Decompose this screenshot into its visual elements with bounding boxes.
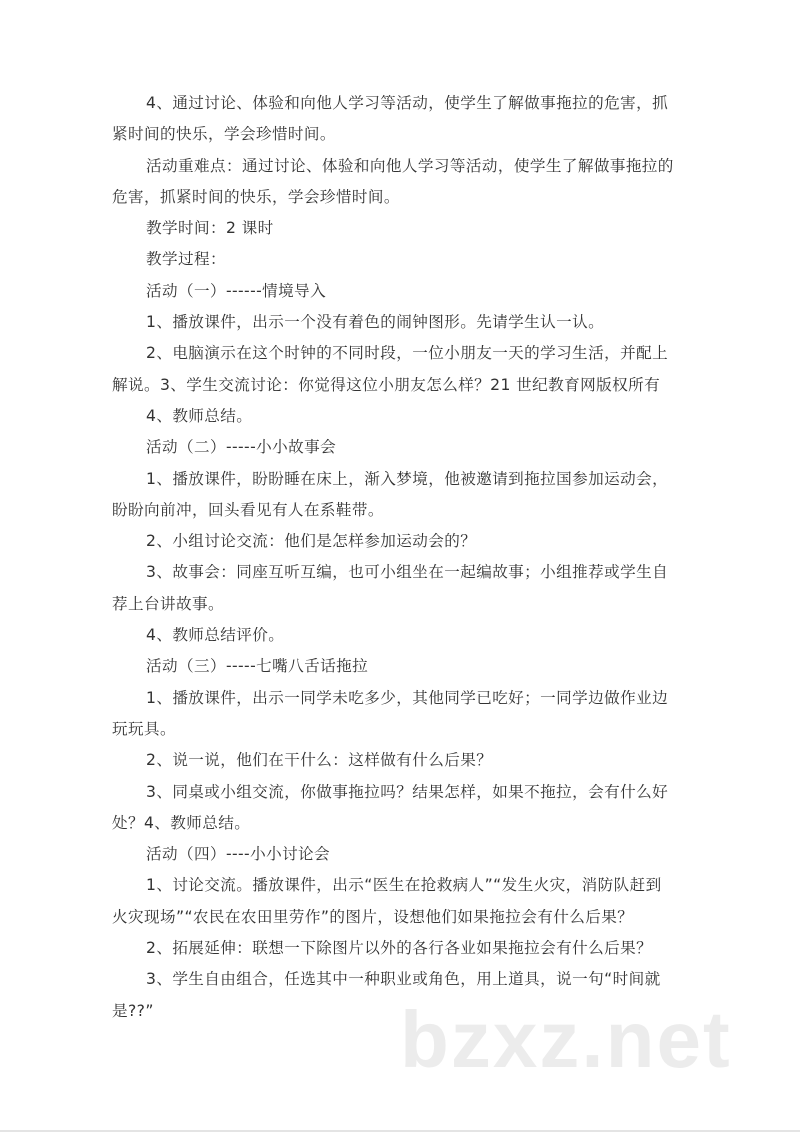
text-line: 2、电脑演示在这个时钟的不同时段，一位小朋友一天的学习生活，并配上: [146, 344, 669, 363]
text-line-row: [112, 808, 712, 839]
text-line-row: [112, 557, 712, 588]
text-line: 盼盼向前冲，回头看见有人在系鞋带。: [112, 500, 384, 519]
text-line: 处？4、教师总结。: [112, 813, 251, 832]
text-line: 解说。3、学生交流讨论：你觉得这位小朋友怎么样？21 世纪教育网版权所有: [112, 375, 661, 394]
text-line-row: [112, 213, 712, 244]
text-line-row: [112, 88, 712, 119]
text-line-row: [112, 526, 712, 557]
text-line: 危害，抓紧时间的快乐，学会珍惜时间。: [112, 187, 400, 206]
text-line-row: [112, 683, 712, 714]
text-line: 活动（三）-----七嘴八舌话拖拉: [146, 657, 369, 676]
text-line: 教学过程：: [146, 250, 226, 269]
text-line-row: [112, 401, 712, 432]
text-line: 活动（二）-----小小故事会: [146, 438, 337, 457]
text-line: 2、小组讨论交流：他们是怎样参加运动会的？: [146, 532, 477, 551]
text-line-row: [112, 870, 712, 901]
text-line: 1、讨论交流。播放课件，出示“医生在抢救病人”“发生火灾，消防队赶到: [146, 876, 662, 895]
text-line-row: [112, 307, 712, 338]
text-line-row: [112, 839, 712, 870]
text-line: 教学时间：2 课时: [146, 219, 274, 238]
text-line-row: [112, 964, 712, 995]
text-line-row: [112, 589, 712, 620]
text-line: 4、教师总结评价。: [146, 626, 285, 645]
text-line: 活动（四）----小小讨论会: [146, 845, 331, 864]
text-line-row: [112, 651, 712, 682]
text-line-row: [112, 151, 712, 182]
text-line: 活动（一）------情境导入: [146, 281, 327, 300]
text-line-row: [112, 370, 712, 401]
text-line-row: [112, 338, 712, 369]
text-line-row: [112, 119, 712, 150]
text-line-row: [112, 933, 712, 964]
text-line-row: [112, 432, 712, 463]
text-line: 活动重难点：通过讨论、体验和向他人学习等活动，使学生了解做事拖拉的: [146, 156, 674, 175]
text-line: 火灾现场”“农民在农田里劳作”的图片，设想他们如果拖拉会有什么后果？: [112, 907, 634, 926]
text-line: 玩玩具。: [112, 719, 176, 738]
document-body: [112, 88, 712, 1027]
text-line-row: [112, 244, 712, 275]
text-line-row: [112, 620, 712, 651]
text-line-row: [112, 714, 712, 745]
text-line-row: [112, 276, 712, 307]
page-bottom-border: [0, 1130, 800, 1132]
text-line: 2、拓展延伸：联想一下除图片以外的各行各业如果拖拉会有什么后果？: [146, 939, 653, 958]
text-line: 2、说一说，他们在干什么：这样做有什么后果？: [146, 751, 493, 770]
text-line: 紧时间的快乐，学会珍惜时间。: [112, 125, 336, 144]
text-line: 1、播放课件，盼盼睡在床上，渐入梦境，他被邀请到拖拉国参加运动会，: [146, 469, 669, 488]
text-line: 荐上台讲故事。: [112, 594, 224, 613]
text-line: 3、学生自由组合，任选其中一种职业或角色，用上道具，说一句“时间就: [146, 970, 661, 989]
text-line-row: [112, 777, 712, 808]
text-line-row: [112, 902, 712, 933]
text-line: 1、播放课件，出示一同学未吃多少，其他同学已吃好；一同学边做作业边: [146, 688, 669, 707]
text-line-row: [112, 464, 712, 495]
text-line: 是??”: [112, 1001, 154, 1020]
text-line-row: [112, 495, 712, 526]
text-line: 4、通过讨论、体验和向他人学习等活动，使学生了解做事拖拉的危害，抓: [146, 94, 669, 112]
text-line-row: [112, 182, 712, 213]
text-line: 3、故事会：同座互听互编，也可小组坐在一起编故事；小组推荐或学生自: [146, 563, 669, 582]
text-line: 1、播放课件，出示一个没有着色的闹钟图形。先请学生认一认。: [146, 313, 605, 332]
text-line: 3、同桌或小组交流，你做事拖拉吗？结果怎样，如果不拖拉，会有什么好: [146, 782, 669, 801]
watermark: bzxz.net: [400, 995, 732, 1084]
text-line: 4、教师总结。: [146, 406, 253, 425]
text-line-row: [112, 745, 712, 776]
